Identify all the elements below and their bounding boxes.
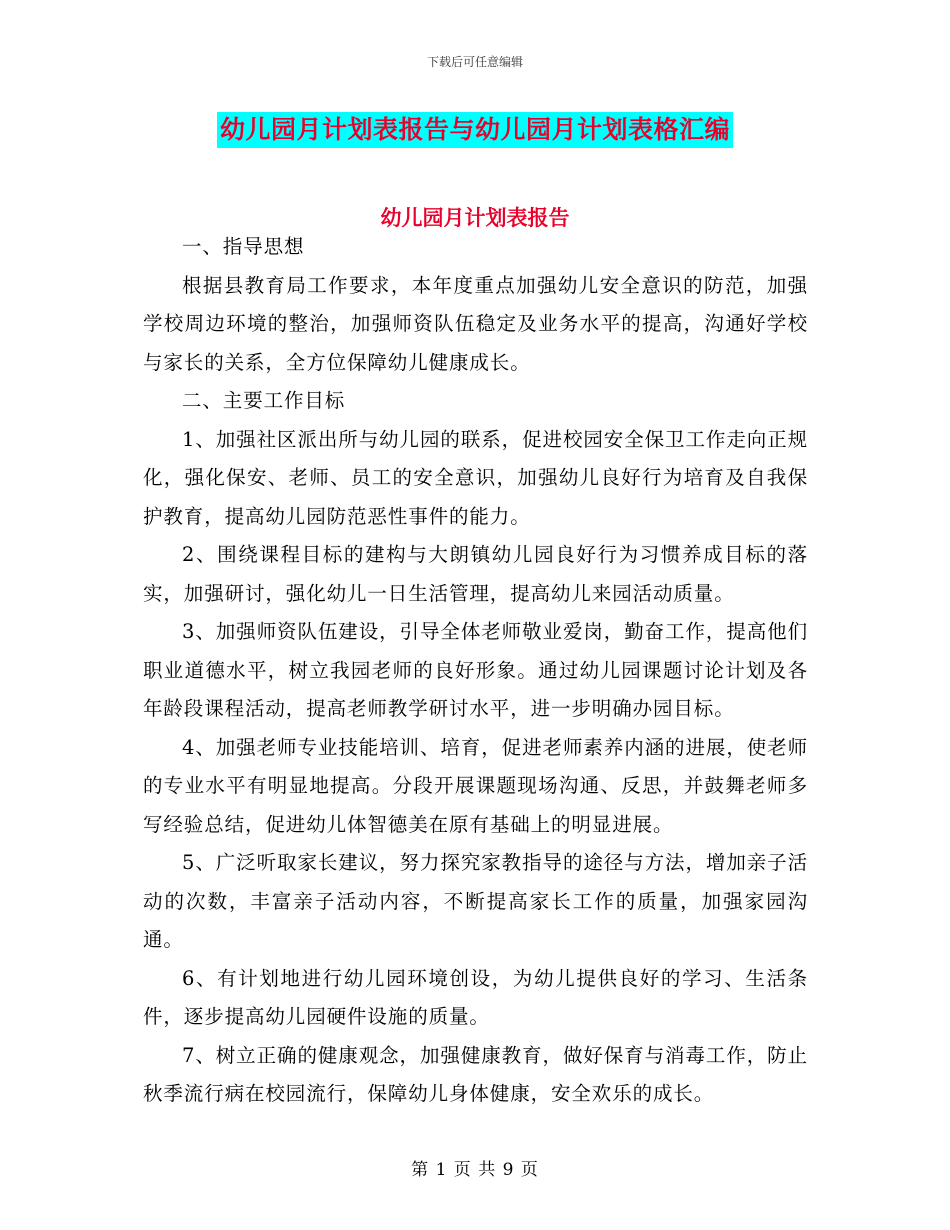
footer-total-pages: 9 <box>502 1160 515 1180</box>
paragraph: 根据县教育局工作要求，本年度重点加强幼儿安全意识的防范，加强学校周边环境的整治，加强师资队伍稳定及业务水平的提高，沟通好学校与家长的关系，全方位保障幼儿健康成长。 <box>143 273 808 374</box>
main-title-container <box>0 112 950 148</box>
paragraph-heading-guiding-ideology: 一、指导思想 <box>182 235 305 258</box>
paragraph-goal-4: 4、加强老师专业技能培训、培育，促进老师素养内涵的进展，使老师的专业水平有明显地提高。分段开展课题现场沟通、反思，并鼓舞老师多写经验总结，促进幼儿体智德美在原有基础上的明显进展。 <box>143 735 808 836</box>
document-title: 幼儿园月计划表报告与幼儿园月计划表格汇编 <box>217 112 733 148</box>
footer-suffix: 页 <box>520 1160 539 1180</box>
footer-prefix: 第 <box>411 1160 430 1180</box>
paragraph-goal-1: 1、加强社区派出所与幼儿园的联系，促进校园安全保卫工作走向正规化，强化保安、老师、员工的安全意识，加强幼儿良好行为培育及自我保护教育，提高幼儿园防范恶性事件的能力。 <box>143 427 808 528</box>
footer-page-number: 1 <box>435 1160 448 1180</box>
section-title: 幼儿园月计划表报告 <box>380 206 570 230</box>
paragraph-goal-2: 2、围绕课程目标的建构与大朗镇幼儿园良好行为习惯养成目标的落实，加强研讨，强化幼儿一日生活管理，提高幼儿来园活动质量。 <box>143 543 808 605</box>
document-body <box>143 228 808 1114</box>
paragraph-goal-5: 5、广泛听取家长建议，努力探究家教指导的途径与方法，增加亲子活动的次数，丰富亲子活动内容，不断提高家长工作的质量，加强家园沟通。 <box>143 851 808 951</box>
paragraph-goal-6: 6、有计划地进行幼儿园环境创设，为幼儿提供良好的学习、生活条件，逐步提高幼儿园硬件设施的质量。 <box>143 966 808 1028</box>
paragraph-goal-3: 3、加强师资队伍建设，引导全体老师敬业爱岗，勤奋工作，提高他们职业道德水平，树立我园老师的良好形象。通过幼儿园课题讨论计划及各年龄段课程活动，提高老师教学研讨水平，进一步明确办园目标。 <box>143 620 808 720</box>
footer-middle: 页 共 <box>453 1160 497 1180</box>
paragraph-heading-main-goals: 二、主要工作目标 <box>182 389 346 412</box>
page-header-note: 下载后可任意编辑 <box>426 55 523 69</box>
paragraph-goal-7: 7、树立正确的健康观念，加强健康教育，做好保育与消毒工作，防止秋季流行病在校园流行，保障幼儿身体健康，安全欢乐的成长。 <box>143 1043 808 1105</box>
page-footer <box>0 1155 950 1180</box>
